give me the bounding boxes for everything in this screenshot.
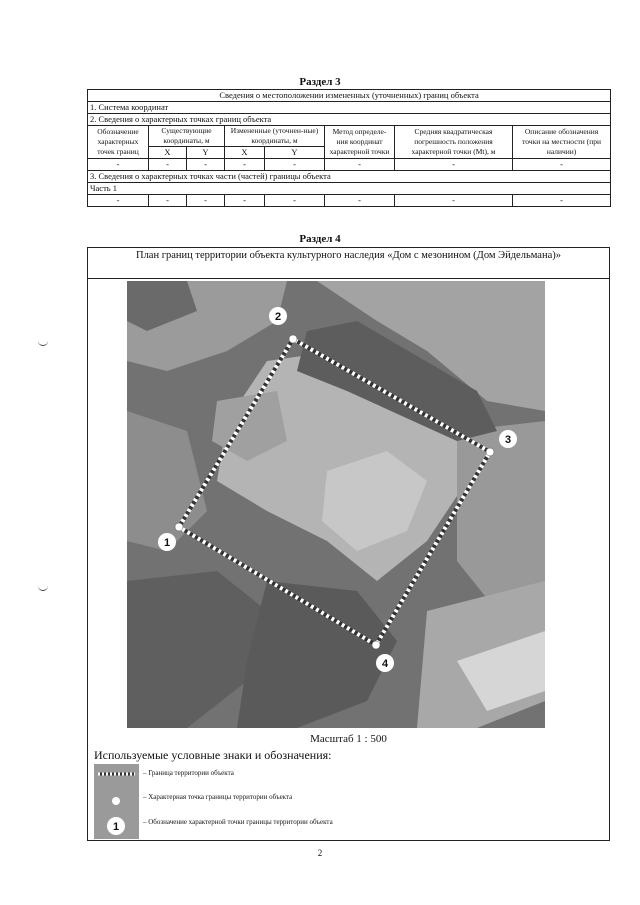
legend-label-text: – Обозначение характерной точки границы территории объекта: [143, 818, 333, 826]
header-x-changed: X: [225, 147, 265, 159]
header-existing: Существующие координаты, м: [149, 126, 225, 147]
legend-title: Используемые условные знаки и обозначения:: [94, 748, 332, 762]
cell: -: [149, 195, 187, 207]
boundary-point-1: [175, 523, 183, 531]
header-y-existing: Y: [187, 147, 225, 159]
cell: -: [513, 195, 611, 207]
legend-point-symbol: [94, 789, 139, 814]
legend-boundary-text: – Граница территории объекта: [143, 769, 234, 777]
table-title: Сведения о местоположении измененных (уточненных) границ объекта: [88, 90, 611, 102]
margin-mark: [38, 341, 48, 346]
section4-title: Раздел 4: [299, 233, 341, 245]
margin-mark: [38, 586, 48, 591]
cell: -: [395, 159, 513, 171]
header-changed: Измененные (уточнен-ные) координаты, м: [225, 126, 325, 147]
svg-text:2: 2: [274, 311, 282, 323]
boundary-point-4: [372, 641, 380, 649]
table-row: [88, 159, 611, 171]
part-points-row: 3. Сведения о характерных точках части (частей) границы объекта: [88, 171, 611, 183]
map-scale: Масштаб 1 : 500: [310, 733, 387, 745]
legend-point-text: – Характерная точка границы территории объекта: [143, 793, 293, 801]
point-label-1: [158, 533, 176, 551]
coord-system-row: 1. Система координат: [88, 102, 611, 114]
point-label-3: [499, 430, 517, 448]
header-method: Метод определе-ния координат характерной точки: [325, 126, 395, 159]
cell: -: [325, 159, 395, 171]
cell: -: [88, 159, 149, 171]
cell: -: [225, 159, 265, 171]
svg-text:1: 1: [163, 537, 171, 549]
part-label-row: Часть 1: [88, 183, 611, 195]
cell: -: [513, 159, 611, 171]
boundary-point-3: [486, 448, 494, 456]
cell: -: [88, 195, 149, 207]
svg-text:3: 3: [504, 434, 512, 446]
header-designation: Обозначение характерных точек границ: [88, 126, 149, 159]
aerial-map: [127, 281, 545, 728]
table-row: [88, 195, 611, 207]
cell: -: [187, 195, 225, 207]
plan-title: План границ территории объекта культурного наследия «Дом с мезонином (Дом Эйдельмана)»: [88, 248, 609, 279]
map-drawing: [127, 281, 545, 728]
section3-table: [87, 89, 611, 207]
svg-text:1: 1: [112, 821, 120, 833]
page-number: 2: [317, 848, 323, 858]
header-error: Средняя квадратическая погрешность положения характерной точки (Mt), м: [395, 126, 513, 159]
cell: -: [187, 159, 225, 171]
cell: -: [325, 195, 395, 207]
plan-frame: [87, 247, 610, 841]
header-x-existing: X: [149, 147, 187, 159]
points-info-row: 2. Сведения о характерных точках границ объекта: [88, 114, 611, 126]
section3-title: Раздел 3: [299, 76, 341, 88]
cell: -: [225, 195, 265, 207]
cell: -: [265, 195, 325, 207]
cell: -: [395, 195, 513, 207]
point-label-4: [376, 654, 394, 672]
point-label-2: [269, 307, 287, 325]
boundary-point-2: [289, 335, 297, 343]
cell: -: [265, 159, 325, 171]
legend-label-symbol: [94, 814, 139, 839]
header-description: Описание обозначения точки на местности (при наличии): [513, 126, 611, 159]
header-y-changed: Y: [265, 147, 325, 159]
legend-boundary-symbol: [94, 764, 139, 789]
cell: -: [149, 159, 187, 171]
svg-text:4: 4: [381, 658, 389, 670]
